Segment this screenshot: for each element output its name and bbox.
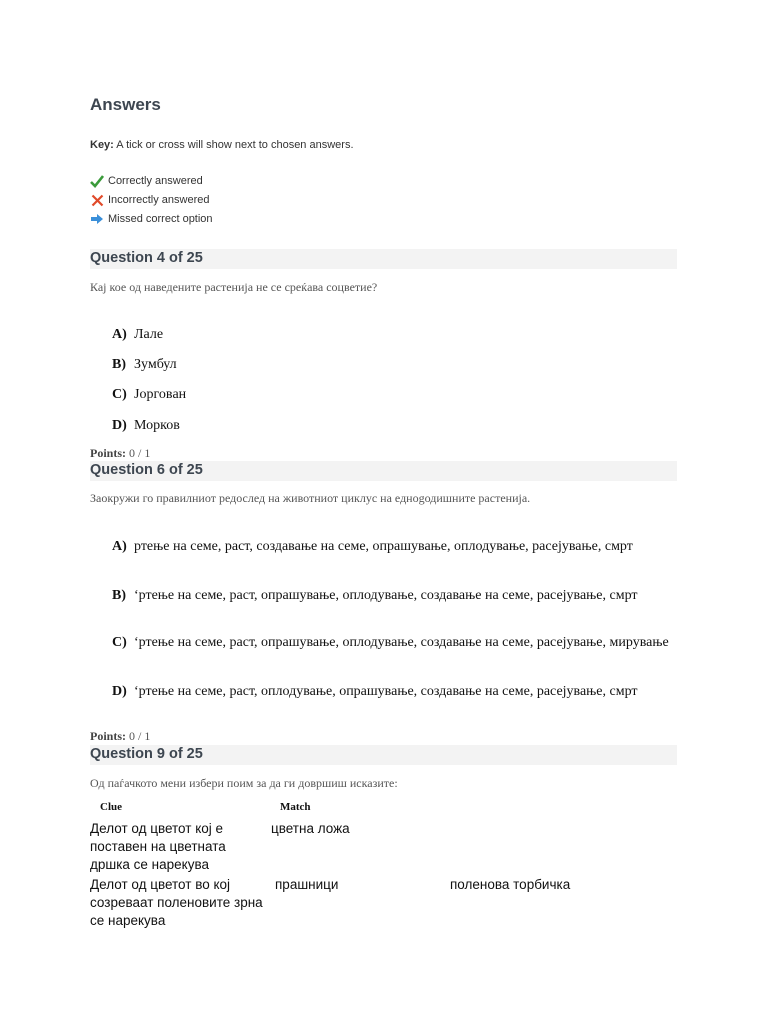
answer-option: A) Лале xyxy=(112,327,164,342)
answer-option: D) ‘ртење на семе, раст, оплодување, опрашување, создавање на семе, расејување, смрт xyxy=(112,684,638,699)
legend-missed xyxy=(90,212,213,226)
legend-correct xyxy=(90,174,203,188)
clue-cell: Делот од цветот во кој созреваат поленовите зрна се нарекува xyxy=(90,877,263,928)
points-line: Points: 0 / 1 xyxy=(90,446,151,460)
answer-option: B) Зумбул xyxy=(112,357,177,372)
legend-incorrect xyxy=(90,193,210,207)
answer-option: C) Јорговaн xyxy=(112,387,187,402)
question-text: Кај кое од наведените растенија не се среќава соцветие? xyxy=(90,280,378,294)
answers-title: Answers xyxy=(90,95,161,114)
match-cell: цветна ложа xyxy=(271,821,350,836)
key-line xyxy=(90,139,354,151)
key-text: A tick or cross will show next to chosen answers. xyxy=(113,139,354,151)
legend-label: Incorrectly answered xyxy=(108,194,210,206)
match-cell: прашници xyxy=(275,877,339,892)
check-icon xyxy=(90,174,104,188)
arrow-right-icon xyxy=(90,212,104,226)
column-header-match: Match xyxy=(280,801,311,813)
match-extra-cell: поленова торбичка xyxy=(450,877,571,892)
question-header: Question 6 of 25 xyxy=(90,461,677,481)
legend-label: Correctly answered xyxy=(108,175,203,187)
question-header: Question 9 of 25 xyxy=(90,745,677,765)
points-line: Points: 0 / 1 xyxy=(90,729,151,743)
answer-option: C) ‘ртење на семе, раст, опрашување, оплодување, создавање на семе, расејување, мирување xyxy=(112,635,669,650)
question-text: Заокружи го правилниот редослед на животниот циклус на еднogодишните растенија. xyxy=(90,491,531,505)
legend-label: Missed correct option xyxy=(108,213,213,225)
answer-option: A) ртење на семе, раст, создавање на семе, опрашување, оплодување, расејување, смрт xyxy=(112,539,633,554)
answer-option: D) Морков xyxy=(112,418,180,433)
question-text: Од паѓачкото мени избери поим за да ги довршиш исказите: xyxy=(90,776,398,790)
clue-cell: Делот од цветот кој е поставен на цветната дршка се нарекува xyxy=(90,821,226,872)
cross-icon xyxy=(90,193,104,207)
answer-option: B) ‘ртење на семе, раст, опрашување, оплодување, создавање на семе, расејување, смрт xyxy=(112,588,638,603)
column-header-clue: Clue xyxy=(100,801,122,813)
key-label: Key: xyxy=(90,139,114,151)
question-header: Question 4 of 25 xyxy=(90,249,677,269)
